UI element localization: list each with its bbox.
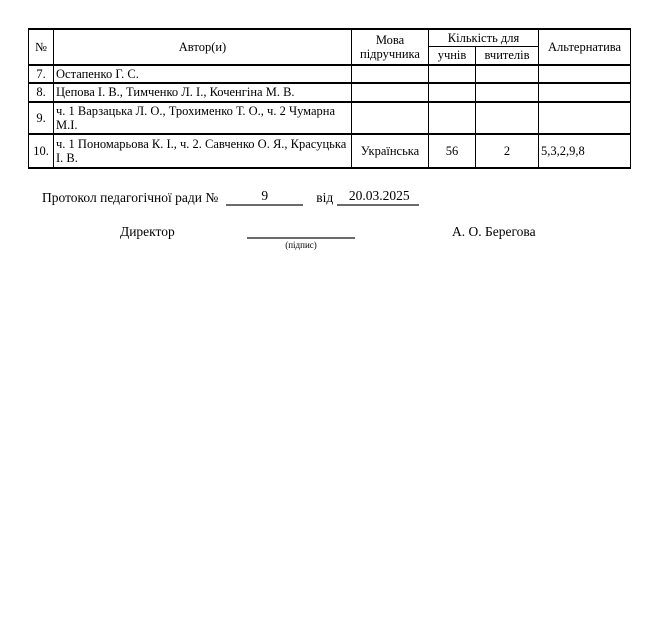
row-number-cell: 7.: [29, 65, 54, 83]
header-teachers: вчителів: [476, 47, 539, 65]
language-cell: [352, 102, 429, 135]
header-students: учнів: [429, 47, 476, 65]
header-quantity-group: Кількість для: [429, 29, 539, 47]
alternative-cell: [539, 65, 631, 83]
header-alternative: Альтернатива: [539, 29, 631, 65]
table-row: [29, 83, 631, 101]
header-language: Мова підручника: [352, 29, 429, 65]
textbook-approval-table: [28, 28, 631, 169]
alternative-cell: [539, 102, 631, 135]
language-cell: Українська: [352, 134, 429, 168]
language-cell: [352, 65, 429, 83]
authors-cell: ч. 1 Пономарьова К. І., ч. 2. Савченко О. Я., Красуцька І. В.: [54, 134, 352, 168]
signature-caption: (підпис): [285, 240, 317, 250]
protocol-number-blank: [226, 188, 303, 206]
language-cell: [352, 83, 429, 101]
row-number-cell: 10.: [29, 134, 54, 168]
director-label: Директор: [120, 224, 175, 239]
alternative-cell: 5,3,2,9,8: [539, 134, 631, 168]
students-count-cell: 56: [429, 134, 476, 168]
alternative-cell: [539, 83, 631, 101]
row-number-cell: 9.: [29, 102, 54, 135]
authors-cell: ч. 1 Варзацька Л. О., Трохименко Т. О., ч. 2 Чумарна М.І.: [54, 102, 352, 135]
teachers-count-cell: [476, 65, 539, 83]
students-count-cell: [429, 83, 476, 101]
protocol-date-blank: [337, 188, 419, 206]
teachers-count-cell: [476, 102, 539, 135]
signature-block: [247, 224, 355, 250]
students-count-cell: [429, 102, 476, 135]
protocol-from-label: від: [316, 190, 334, 205]
authors-cell: Остапенко Г. С.: [54, 65, 352, 83]
table-row: [29, 134, 631, 168]
protocol-line: [42, 188, 419, 206]
row-number-cell: 8.: [29, 83, 54, 101]
director-name: А. О. Берегова: [452, 224, 536, 239]
table-row: [29, 65, 631, 83]
signature-line: [247, 224, 355, 239]
header-num: №: [29, 29, 54, 65]
authors-cell: Цепова І. В., Тимченко Л. І., Коченгіна М. В.: [54, 83, 352, 101]
students-count-cell: [429, 65, 476, 83]
protocol-number: 9: [261, 188, 269, 203]
teachers-count-cell: 2: [476, 134, 539, 168]
protocol-label: Протокол педагогічної ради №: [42, 190, 219, 205]
header-authors: Автор(и): [54, 29, 352, 65]
teachers-count-cell: [476, 83, 539, 101]
protocol-date: 20.03.2025: [348, 188, 410, 203]
table-row: [29, 102, 631, 135]
